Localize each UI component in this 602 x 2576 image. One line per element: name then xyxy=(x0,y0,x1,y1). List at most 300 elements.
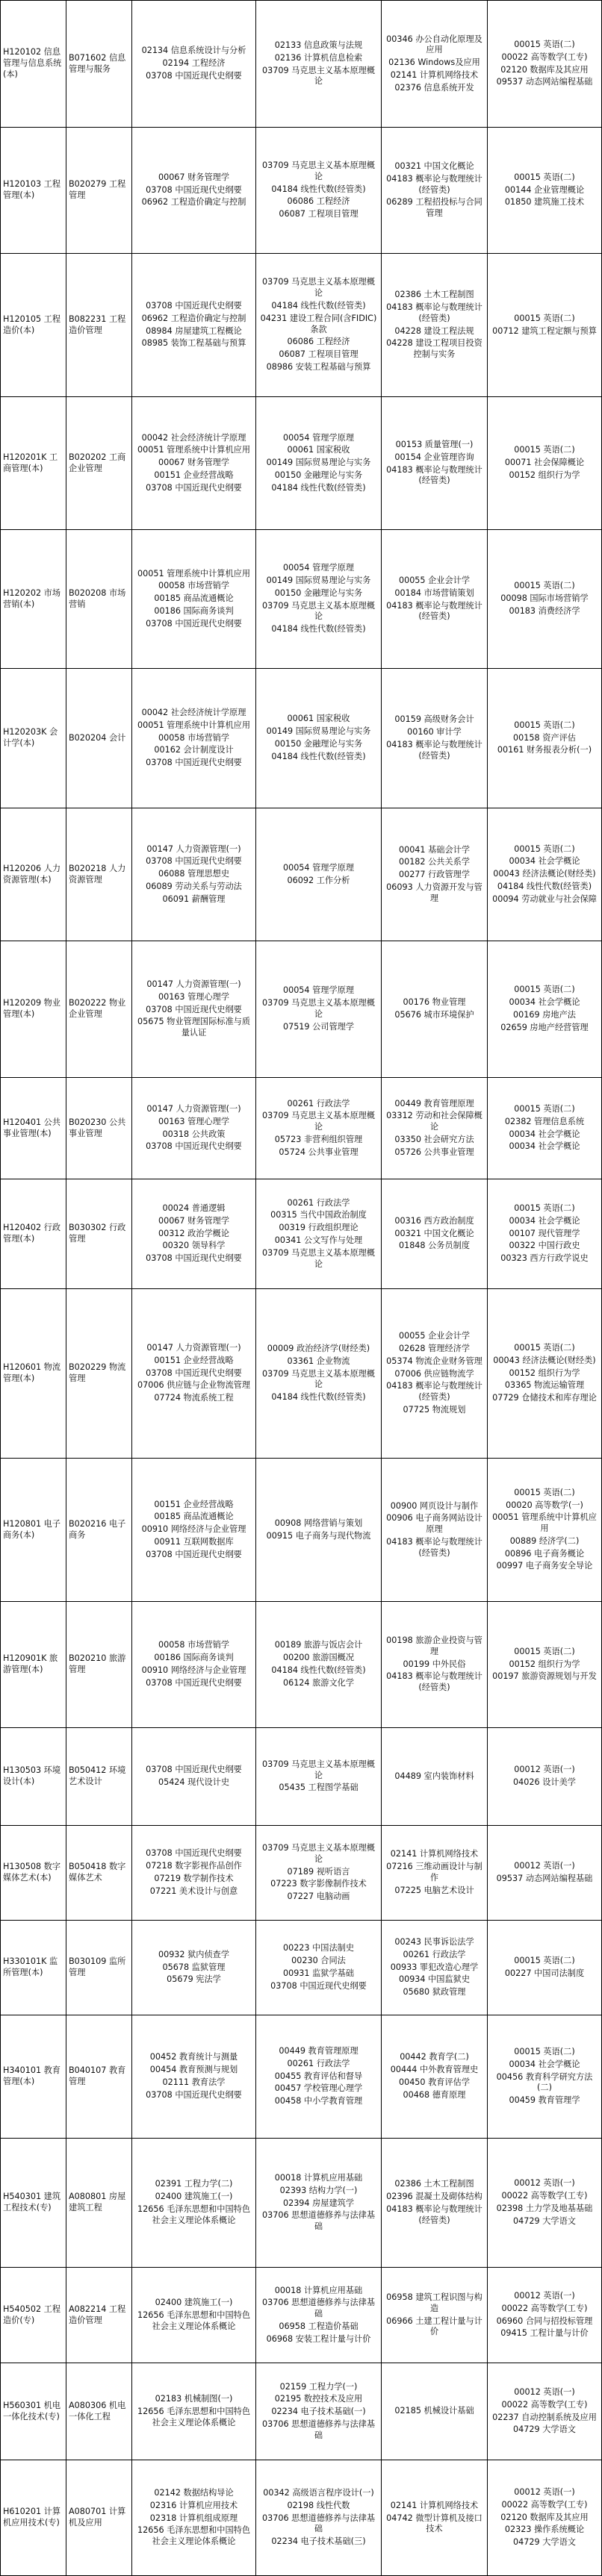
course-entry: 03708 中国近现代史纲要 xyxy=(146,1549,242,1559)
course-entry: 03706 思想道德修养与法律基础 xyxy=(261,2298,376,2319)
course-entry: 04228 建设工程项目投资控制与实务 xyxy=(386,338,482,360)
course-entry: 00889 经济学(二) xyxy=(509,1535,580,1546)
course-entry: 00150 金融理论与实务 xyxy=(274,739,363,749)
course-entry: 02183 机械制图(一) xyxy=(155,2394,233,2404)
major-cell xyxy=(1,254,66,396)
course-entry: 00321 中国文化概论 xyxy=(394,161,474,172)
course-entry: 00067 财务管理学 xyxy=(158,1215,230,1226)
course-entry: 00054 管理学原理 xyxy=(282,862,355,873)
major-cell xyxy=(1,808,66,941)
course-entry: 12656 毛泽东思想和中国特色社会主义理论体系概论 xyxy=(137,2204,251,2225)
course-entry: 00058 市场营销学 xyxy=(158,732,230,743)
course-entry: 06091 薪酬管理 xyxy=(162,894,226,904)
course-entry: 02393 结构力学(一) xyxy=(279,2185,358,2195)
semester-4-courses xyxy=(488,254,601,396)
course-entry: 03709 马克思主义基本原理概论 xyxy=(261,277,376,299)
semester-3-courses xyxy=(382,1078,487,1179)
course-entry: 00341 公文写作与处理 xyxy=(274,1235,363,1245)
program-code-name: B020202 工商企业管理 xyxy=(69,452,126,473)
semester-2-courses xyxy=(256,1179,381,1288)
semester-1-courses xyxy=(132,530,255,668)
semester-3-courses xyxy=(382,2363,487,2460)
course-entry: 02141 计算机网络技术 xyxy=(390,69,479,80)
course-entry: 04026 设计美学 xyxy=(513,1777,576,1787)
course-entry: 00931 监狱学基础 xyxy=(282,1968,355,1978)
course-entry: 03709 马克思主义基本原理概论 xyxy=(261,1843,376,1864)
semester-2-courses xyxy=(256,941,381,1077)
course-entry: 04729 大学语文 xyxy=(513,2424,576,2435)
course-entry: 07227 电脑动画 xyxy=(287,1892,350,1902)
course-entry: 00149 国际贸易理论与实务 xyxy=(266,575,371,585)
semester-1-courses xyxy=(132,397,255,529)
major-cell xyxy=(1,1,66,127)
course-entry: 05724 公共事业管理 xyxy=(279,1147,359,1157)
course-entry: 02628 管理经济学 xyxy=(398,1344,471,1354)
course-entry: 00151 企业经营战略 xyxy=(154,470,234,480)
course-entry: 08985 装饰工程基础与预算 xyxy=(141,338,246,349)
course-entry: 04489 室内装饰材料 xyxy=(394,1771,474,1781)
course-entry: 06960 合同与招投标管理 xyxy=(496,2315,593,2326)
semester-3-courses xyxy=(382,2139,487,2267)
course-entry: 02198 线性代数 xyxy=(287,2500,350,2510)
course-entry: 00468 德育原理 xyxy=(403,2089,466,2100)
course-entry: 07729 仓储技术和库存理论 xyxy=(492,1393,597,1403)
course-entry: 00022 高等数学(工专) xyxy=(501,52,588,62)
course-entry: 00015 英语(二) xyxy=(514,2047,575,2057)
course-entry: 04183 概率论与数理统计(经管类) xyxy=(386,173,482,195)
course-entry: 00051 管理系统中计算机应用 xyxy=(137,720,251,730)
course-entry: 03708 中国近现代史纲要 xyxy=(146,1848,242,1859)
semester-4-courses xyxy=(488,1179,601,1288)
course-entry: 00449 教育管理原理 xyxy=(394,1098,474,1108)
course-entry: 00997 电子商务安全导论 xyxy=(496,1561,593,1571)
major-code-name: H120601 物流管理(本) xyxy=(3,1362,61,1383)
course-entry: 07219 数学制作技术 xyxy=(154,1874,234,1883)
course-entry: 03706 思想道德修养与法律基础 xyxy=(261,2210,376,2232)
course-entry: 06087 工程项目管理 xyxy=(279,349,359,360)
course-entry: 00058 市场营销学 xyxy=(158,581,230,591)
course-entry: 00915 电子商务与现代物流 xyxy=(266,1530,371,1541)
course-entry: 01848 公务员制度 xyxy=(398,1241,471,1251)
course-entry: 04231 建设工程合同(含FIDIC)条款 xyxy=(260,313,377,334)
course-entry: 02120 数据库及其应用 xyxy=(500,2512,589,2522)
course-entry: 03706 思想道德修养与法律基础 xyxy=(261,2418,376,2440)
course-entry: 00015 英语(二) xyxy=(514,1343,575,1353)
course-entry: 03709 马克思主义基本原理概论 xyxy=(261,65,376,87)
major-cell xyxy=(1,1459,66,1601)
course-entry: 04183 概率论与数理统计(经管类) xyxy=(386,302,482,323)
course-entry: 00022 高等数学(工专) xyxy=(501,2191,588,2201)
major-code-name: H540502 工程造价(专) xyxy=(3,2304,61,2325)
course-entry: 00042 社会经济统计学原理 xyxy=(141,432,246,443)
course-entry: 02398 土力学及地基基础 xyxy=(496,2204,593,2213)
semester-3-courses xyxy=(382,808,487,941)
course-entry: 04184 线性代数(经管类) xyxy=(271,184,366,194)
course-entry: 03709 马克思主义基本原理概论 xyxy=(261,1759,376,1780)
semester-3-courses xyxy=(382,2015,487,2138)
course-entry: 03708 中国近现代史纲要 xyxy=(146,1765,242,1775)
course-entry: 00896 电子商务概论 xyxy=(504,1548,585,1559)
semester-3-courses xyxy=(382,941,487,1077)
course-entry: 00022 高等数学(工专) xyxy=(501,2303,588,2313)
major-code-name: H120201K 工商管理(本) xyxy=(3,452,58,473)
course-entry: 06962 工程造价确定与控制 xyxy=(141,313,246,323)
semester-2-courses xyxy=(256,808,381,941)
course-entry: 00067 财务管理学 xyxy=(158,458,230,468)
course-entry: 06968 安装工程计量与计价 xyxy=(266,2333,371,2344)
course-entry: 00346 办公自动化原理及应用 xyxy=(386,34,482,55)
semester-2-courses xyxy=(256,1289,381,1458)
course-entry: 05723 非营利组织管理 xyxy=(274,1134,363,1144)
course-entry: 00184 市场营销策划 xyxy=(394,587,474,598)
course-entry: 00223 中国法制史 xyxy=(282,1943,355,1953)
course-entry: 03312 劳动和社会保障概论 xyxy=(386,1111,482,1132)
course-entry: 12656 毛泽东思想和中国特色社会主义理论体系概论 xyxy=(137,2310,251,2331)
course-entry: 03709 马克思主义基本原理概论 xyxy=(261,998,376,1019)
major-cell xyxy=(1,128,66,253)
program-cell xyxy=(66,530,131,668)
program-code-name: A080701 计算机及应用 xyxy=(69,2507,126,2527)
course-entry: 00261 行政法学 xyxy=(403,1949,466,1959)
program-code-name: B020210 旅游管理 xyxy=(69,1653,126,1674)
semester-2-courses xyxy=(256,2139,381,2267)
program-code-name: B050418 数字媒体艺术 xyxy=(69,1862,126,1883)
course-entry: 00227 中国司法制度 xyxy=(504,1968,585,1978)
course-entry: 03708 中国近现代史纲要 xyxy=(146,1253,242,1264)
major-code-name: H120203K 会计学(本) xyxy=(3,727,58,748)
semester-2-courses xyxy=(256,2268,381,2363)
course-entry: 00316 西方政治制度 xyxy=(394,1215,474,1226)
course-entry: 00051 管理系统中计算机应用 xyxy=(137,445,251,455)
major-cell xyxy=(1,1921,66,2015)
course-entry: 04184 线性代数(经管类) xyxy=(497,881,592,891)
course-entry: 07006 供应链物流学 xyxy=(394,1368,474,1379)
course-entry: 00015 英语(二) xyxy=(514,39,575,49)
course-entry: 00034 社会学概论 xyxy=(509,1141,580,1152)
course-entry: 02185 机械设计基础 xyxy=(394,2406,474,2416)
course-entry: 00034 社会学概论 xyxy=(509,997,580,1008)
semester-1-courses xyxy=(132,128,255,253)
course-entry: 02134 信息系统设计与分析 xyxy=(141,46,246,56)
course-entry: 04742 微型计算机及接口技术 xyxy=(386,2513,482,2534)
course-entry: 04184 线性代数(经管类) xyxy=(271,751,366,761)
course-entry: 03361 企业物流 xyxy=(287,1356,350,1366)
semester-4-courses xyxy=(488,530,601,668)
course-entry: 02382 管理信息系统 xyxy=(504,1116,585,1126)
semester-1-courses xyxy=(132,669,255,808)
course-entry: 00054 管理学原理 xyxy=(282,985,355,996)
course-entry: 06958 建筑工程识图与构造 xyxy=(386,2292,482,2313)
semester-4-courses xyxy=(488,2363,601,2460)
course-entry: 00455 教育评估和督导 xyxy=(274,2071,363,2081)
course-entry: 00061 国家税收 xyxy=(287,714,350,724)
semester-4-courses xyxy=(488,2015,601,2138)
semester-1-courses xyxy=(132,1459,255,1601)
semester-3-courses xyxy=(382,1602,487,1727)
semester-3-courses xyxy=(382,254,487,396)
course-entry: 05678 监狱管理 xyxy=(162,1962,226,1972)
course-entry: 02234 电子技术基础(一) xyxy=(271,2407,366,2417)
course-entry: 00015 英语(二) xyxy=(514,1956,575,1966)
major-cell xyxy=(1,669,66,808)
course-entry: 00908 网络营销与策划 xyxy=(274,1518,363,1528)
course-entry: 00261 行政法学 xyxy=(287,1098,350,1108)
course-entry: 00012 英语(一) xyxy=(514,2290,575,2301)
major-code-name: H330101K 监所管理(本) xyxy=(3,1956,58,1977)
course-entry: 00185 商品流通概论 xyxy=(154,593,234,604)
semester-2-courses xyxy=(256,1826,381,1920)
course-entry: 03708 中国近现代史纲要 xyxy=(146,1367,242,1378)
semester-2-courses xyxy=(256,530,381,668)
program-code-name: B030302 行政管理 xyxy=(69,1223,126,1244)
semester-2-courses xyxy=(256,397,381,529)
major-cell xyxy=(1,2268,66,2363)
course-entry: 00055 企业会计学 xyxy=(398,1331,471,1341)
program-code-name: A080306 机电一体化工程 xyxy=(69,2400,126,2421)
course-entry: 06966 土建工程计量与计价 xyxy=(386,2315,482,2337)
course-entry: 03708 中国近现代史纲要 xyxy=(146,482,242,493)
course-entry: 12656 毛泽东思想和中国特色社会主义理论体系概论 xyxy=(137,2407,251,2427)
course-entry: 03706 思想道德修养与法律基础 xyxy=(261,2513,376,2534)
course-entry: 03708 中国近现代史纲要 xyxy=(146,618,242,629)
course-entry: 00147 人力资源管理(一) xyxy=(146,843,241,854)
semester-1-courses xyxy=(132,1602,255,1727)
course-entry: 07216 三维动画设计与制作 xyxy=(386,1862,482,1883)
course-entry: 03709 马克思主义基本原理概论 xyxy=(261,1111,376,1132)
course-entry: 06289 工程招投标与合同管理 xyxy=(386,197,482,219)
course-entry: 00261 行政法学 xyxy=(287,2058,350,2068)
major-cell xyxy=(1,2015,66,2138)
course-entry: 03708 中国近现代史纲要 xyxy=(146,1004,242,1014)
semester-4-courses xyxy=(488,1289,601,1458)
course-entry: 00934 中国监狱史 xyxy=(398,1974,471,1985)
course-entry: 00151 企业经营战略 xyxy=(154,1355,234,1365)
program-cell xyxy=(66,1921,131,2015)
program-cell xyxy=(66,1078,131,1179)
course-entry: 03365 物流运输管理 xyxy=(504,1380,585,1391)
course-entry: 07221 美术设计与创意 xyxy=(149,1886,238,1896)
course-entry: 04183 概率论与数理统计(经管类) xyxy=(386,740,482,761)
course-entry: 00153 质量管理(一) xyxy=(395,439,474,449)
course-entry: 00197 旅游资源规划与开发 xyxy=(492,1671,597,1682)
course-entry: 02237 自动控制系统及应用 xyxy=(492,2412,597,2422)
semester-2-courses xyxy=(256,2460,381,2575)
course-entry: 00456 教育科学研究方法(二) xyxy=(496,2071,593,2093)
course-entry: 00071 社会保障概论 xyxy=(504,458,585,468)
course-entry: 00160 审计学 xyxy=(407,727,462,737)
semester-4-courses xyxy=(488,2268,601,2363)
course-entry: 00042 社会经济统计学原理 xyxy=(141,708,246,718)
course-entry: 02386 土木工程制图 xyxy=(394,2179,474,2189)
course-entry: 00910 网络经济与企业管理 xyxy=(141,1524,246,1535)
course-entry: 02142 数据结构导论 xyxy=(154,2488,234,2498)
course-entry: 02400 建筑施工(一) xyxy=(155,2192,233,2202)
course-entry: 04729 大学语文 xyxy=(513,2215,576,2226)
semester-1-courses xyxy=(132,2139,255,2267)
semester-3-courses xyxy=(382,2268,487,2363)
semester-3-courses xyxy=(382,1826,487,1920)
course-entry: 03708 中国近现代史纲要 xyxy=(270,1980,367,1991)
course-entry: 00015 英语(二) xyxy=(514,1646,575,1656)
course-entry: 05424 现代设计史 xyxy=(158,1777,230,1787)
course-entry: 00162 会计制度设计 xyxy=(154,745,234,755)
course-entry: 03708 中国近现代史纲要 xyxy=(146,1141,242,1152)
course-entry: 00910 网络经济与企业管理 xyxy=(141,1665,246,1675)
semester-3-courses xyxy=(382,1728,487,1825)
course-entry: 00055 企业会计学 xyxy=(398,575,471,585)
course-entry: 00911 互联网数据库 xyxy=(154,1536,234,1547)
course-entry: 00147 人力资源管理(一) xyxy=(146,1343,241,1353)
course-entry: 00024 普通逻辑 xyxy=(162,1203,226,1214)
course-entry: 00442 教育学(二) xyxy=(400,2052,469,2062)
semester-3-courses xyxy=(382,530,487,668)
semester-4-courses xyxy=(488,128,601,253)
course-entry: 00319 行政组织理论 xyxy=(279,1223,359,1233)
course-entry: 06093 人力资源开发与管理 xyxy=(386,882,482,903)
course-entry: 03708 中国近现代史纲要 xyxy=(146,184,242,195)
course-entry: 05680 狱政管理 xyxy=(403,1987,466,1998)
course-entry: 07006 供应链与企业物流管理 xyxy=(137,1380,251,1391)
course-entry: 00022 高等数学(工专) xyxy=(501,2499,588,2510)
semester-1-courses xyxy=(132,1289,255,1458)
course-entry: 02659 房地产经营管理 xyxy=(500,1022,589,1032)
course-entry: 04184 线性代数(经管类) xyxy=(271,300,366,311)
course-entry: 04228 建设工程法规 xyxy=(394,325,474,336)
program-cell xyxy=(66,128,131,253)
program-code-name: B020229 物流管理 xyxy=(69,1362,126,1383)
semester-3-courses xyxy=(382,669,487,808)
course-entry: 00015 英语(二) xyxy=(514,172,575,182)
program-code-name: B020222 物业企业管理 xyxy=(69,998,126,1019)
course-entry: 00450 教育评估学 xyxy=(398,2077,471,2087)
major-code-name: H120202 市场营销(本) xyxy=(3,587,61,609)
course-entry: 02386 土木工程制图 xyxy=(394,290,474,300)
course-entry: 00098 国际市场营销学 xyxy=(500,593,589,604)
semester-2-courses xyxy=(256,1078,381,1179)
course-entry: 06958 工程造价基础 xyxy=(279,2321,359,2331)
major-cell xyxy=(1,941,66,1077)
major-cell xyxy=(1,1826,66,1920)
course-entry: 06086 工程经济 xyxy=(287,337,350,347)
course-entry: 00158 资产评估 xyxy=(513,732,576,743)
semester-4-courses xyxy=(488,808,601,941)
semester-1-courses xyxy=(132,941,255,1077)
course-entry: 04184 线性代数(经管类) xyxy=(271,1392,366,1403)
major-code-name: H540301 建筑工程技术(专) xyxy=(3,2192,61,2212)
course-entry: 00015 英语(二) xyxy=(514,1103,575,1114)
course-entry: 08984 房屋建筑工程概论 xyxy=(146,325,242,336)
major-cell xyxy=(1,397,66,529)
course-entry: 00147 人力资源管理(一) xyxy=(146,979,241,990)
major-cell xyxy=(1,2363,66,2460)
program-cell xyxy=(66,808,131,941)
course-entry: 01850 建筑施工技术 xyxy=(504,197,585,208)
major-code-name: H120209 物业管理(本) xyxy=(3,998,61,1019)
course-entry: 02133 信息政策与法规 xyxy=(274,40,363,50)
course-entry: 03708 中国近现代史纲要 xyxy=(146,70,242,81)
program-code-name: B020218 人力资源管理 xyxy=(69,863,126,885)
semester-4-courses xyxy=(488,1921,601,2015)
course-entry: 00189 旅游与饭店会计 xyxy=(274,1640,363,1650)
course-entry: 00321 中国文化概论 xyxy=(394,1228,474,1238)
course-entry: 00712 建筑工程定额与预算 xyxy=(492,325,597,336)
course-entry: 00261 行政法学 xyxy=(287,1197,350,1208)
course-entry: 00452 教育统计与测量 xyxy=(149,2052,238,2062)
course-entry: 09415 工程计量与计价 xyxy=(500,2328,589,2339)
course-entry: 03709 马克思主义基本原理概论 xyxy=(261,1368,376,1390)
course-entry: 02159 工程力学(一) xyxy=(279,2381,358,2392)
course-entry: 02376 信息系统开发 xyxy=(394,82,474,93)
program-code-name: B040107 教育管理 xyxy=(69,2065,126,2086)
course-entry: 00015 英语(二) xyxy=(514,581,575,591)
course-entry: 03708 中国近现代史纲要 xyxy=(146,1677,242,1688)
program-code-name: B020216 电子商务 xyxy=(69,1518,126,1540)
semester-2-courses xyxy=(256,2363,381,2460)
semester-1-courses xyxy=(132,2268,255,2363)
course-entry: 00152 组织行为学 xyxy=(509,1367,580,1378)
course-entry: 05435 工程图学基础 xyxy=(279,1783,359,1793)
program-cell xyxy=(66,397,131,529)
course-entry: 06962 工程造价确定与控制 xyxy=(141,197,246,208)
semester-1-courses xyxy=(132,1826,255,1920)
course-entry: 07725 物流规划 xyxy=(403,1404,466,1415)
program-code-name: B071602 信息管理与服务 xyxy=(69,52,126,74)
course-entry: 00323 西方行政学说史 xyxy=(500,1253,589,1264)
program-cell xyxy=(66,1459,131,1601)
course-entry: 00169 房地产法 xyxy=(513,1010,576,1020)
program-cell xyxy=(66,1602,131,1727)
course-entry: 00012 英语(一) xyxy=(514,1765,575,1775)
course-entry: 00051 管理系统中计算机应用 xyxy=(137,568,251,578)
course-entry: 09537 动态网站编程基础 xyxy=(496,77,593,87)
major-cell xyxy=(1,1179,66,1288)
course-entry: 00020 高等数学(一) xyxy=(506,1500,583,1510)
semester-1-courses xyxy=(132,1728,255,1825)
course-entry: 00015 英语(二) xyxy=(514,985,575,995)
course-entry: 00154 企业管理咨询 xyxy=(394,452,474,462)
course-entry: 04183 概率论与数理统计(经管类) xyxy=(386,600,482,622)
major-code-name: H120402 行政管理(本) xyxy=(3,1223,61,1244)
course-entry: 06086 工程经济 xyxy=(287,196,350,207)
semester-2-courses xyxy=(256,669,381,808)
semester-4-courses xyxy=(488,941,601,1077)
course-entry: 00933 罪犯改造心理学 xyxy=(390,1962,479,1972)
program-code-name: A082214 工程造价管理 xyxy=(69,2304,126,2325)
major-code-name: H560301 机电一体化技术(专) xyxy=(3,2400,61,2421)
course-entry: 07225 电脑艺术设计 xyxy=(394,1885,474,1895)
course-entry: 02396 混凝土及砌体结构 xyxy=(386,2192,482,2202)
program-code-name: B082231 工程造价管理 xyxy=(69,314,126,335)
major-code-name: H120105 工程造价(本) xyxy=(3,314,61,335)
program-code-name: A080801 房屋建筑工程 xyxy=(69,2192,126,2212)
course-entry: 02318 计算机组成原理 xyxy=(149,2513,238,2523)
course-entry: 02391 工程力学(二) xyxy=(155,2179,233,2189)
course-entry: 00058 市场营销学 xyxy=(158,1640,230,1650)
course-entry: 00163 管理心理学 xyxy=(158,1116,230,1126)
course-entry: 03708 中国近现代史纲要 xyxy=(146,758,242,768)
course-entry: 07724 物流系统工程 xyxy=(154,1393,234,1403)
major-cell xyxy=(1,1289,66,1458)
course-entry: 00199 中外民俗 xyxy=(403,1659,466,1669)
course-entry: 03708 中国近现代史纲要 xyxy=(146,856,242,867)
course-entry: 00094 劳动就业与社会保障 xyxy=(492,894,597,904)
course-entry: 00444 中外教育管理史 xyxy=(390,2065,479,2075)
course-entry: 00015 英语(二) xyxy=(514,720,575,730)
course-entry: 00022 高等数学(工专) xyxy=(501,2399,588,2410)
semester-4-courses xyxy=(488,2139,601,2267)
course-entry: 00161 财务报表分析(一) xyxy=(497,745,592,755)
program-code-name: B020204 会计 xyxy=(69,732,126,743)
